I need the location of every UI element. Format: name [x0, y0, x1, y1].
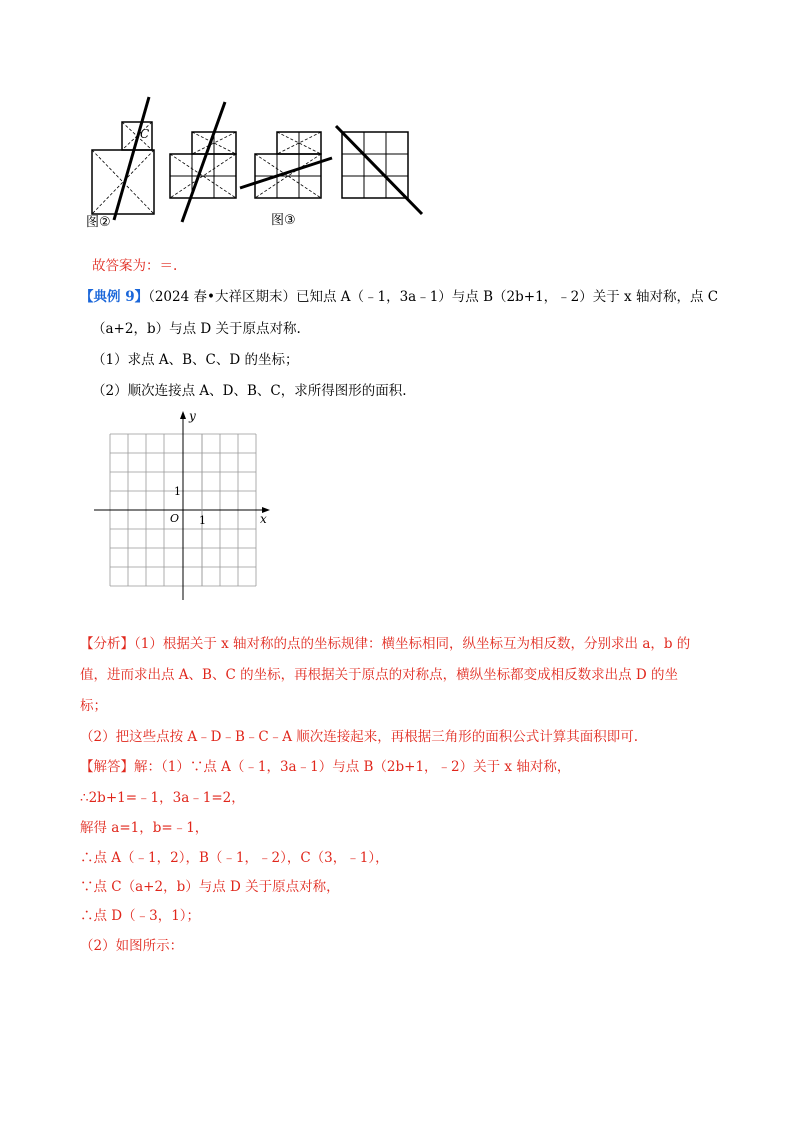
axes: [94, 411, 270, 600]
x-axis-label: x: [260, 512, 267, 526]
example-q2: （2）顺次连接点 A、D、B、C，求所得图形的面积.: [92, 383, 407, 399]
circle-letter: C: [140, 127, 150, 141]
analysis-line-1: 【分析】（1）根据关于 x 轴对称的点的坐标规律：横坐标相同，纵坐标互为相反数，分别求出 a，b 的: [80, 636, 691, 652]
example-q1: （1）求点 A、B、C、D 的坐标；: [92, 352, 299, 368]
figure-label-3: 图③: [271, 213, 296, 228]
example-line-1: [80, 287, 718, 307]
figure-c: [240, 132, 332, 198]
example-tag: 【典例 9】: [80, 289, 149, 305]
analysis-line-3: 标；: [80, 698, 107, 714]
origin-label: O: [170, 512, 180, 525]
figure-d: [336, 126, 422, 214]
x-tick-label: 1: [199, 514, 206, 527]
solution-line-2: ∴2b+1=﹣1，3a﹣1=2，: [80, 790, 245, 806]
example-question-1: （2024 春•大祥区期末）已知点 A（﹣1，3a﹣1）与点 B（2b+1，﹣2）关于 x 轴对称，点 C: [148, 289, 719, 305]
solution-line-5: ∵点 C（a+2，b）与点 D 关于原点对称，: [80, 879, 340, 895]
analysis-line-4: （2）把这些点按 A﹣D﹣B﹣C﹣A 顺次连接起来，再根据三角形的面积公式计算其面积即可.: [80, 729, 639, 745]
solution-line-3: 解得 a=1，b=﹣1，: [80, 820, 209, 836]
solution-line-7: （2）如图所示：: [80, 938, 184, 954]
example-line-2: （a+2，b）与点 D 关于原点对称.: [92, 321, 301, 337]
solution-line-1: 【解答】解：（1）∵点 A（﹣1，3a﹣1）与点 B（2b+1，﹣2）关于 x 轴对称，: [80, 759, 571, 775]
y-axis-label: y: [189, 409, 196, 423]
solution-line-6: ∴点 D（﹣3，1）；: [80, 908, 201, 924]
figure-b: [170, 102, 236, 222]
figure-a: [92, 97, 154, 220]
solution-line-4: ∴点 A（﹣1，2），B（﹣1，﹣2），C（3，﹣1），: [80, 850, 389, 866]
y-tick-label: 1: [174, 485, 181, 498]
answer-line: 故答案为：＝.: [92, 258, 178, 274]
figure-label-2: 图②: [86, 215, 111, 230]
analysis-line-2: 值，进而求出点 A、B、C 的坐标，再根据关于原点的对称点，横纵坐标都变成相反数求出点 D 的坐: [80, 667, 678, 683]
coordinate-grid: [90, 408, 280, 608]
top-figures: [80, 90, 440, 230]
